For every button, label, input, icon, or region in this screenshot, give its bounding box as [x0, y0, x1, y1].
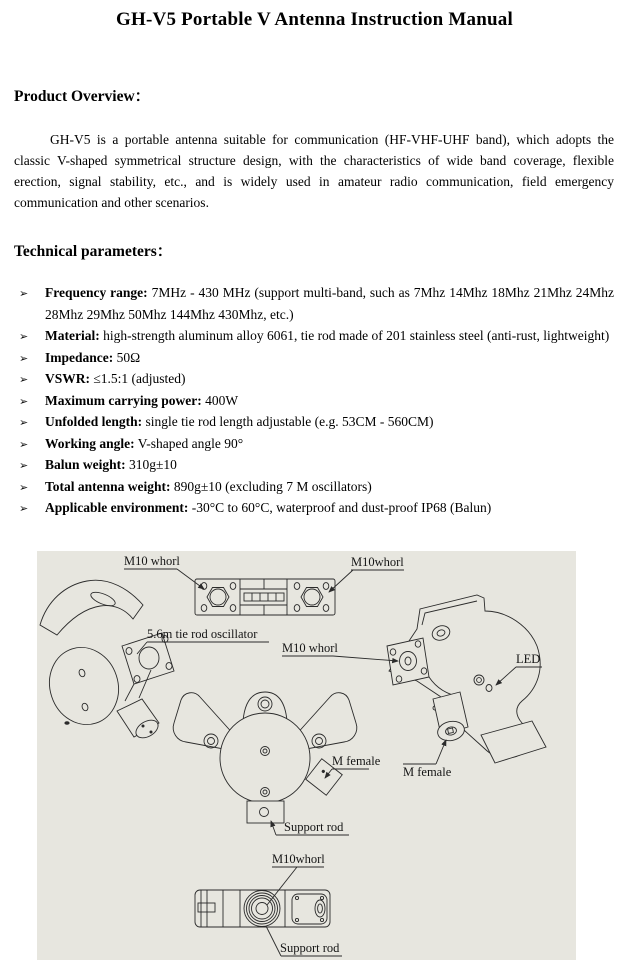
spec-value: -30°C to 60°C, waterproof and dust-proof IP68 (Balun) [191, 500, 492, 515]
antenna-technical-drawing [37, 551, 576, 960]
section-heading-product-overview: Product Overview： [14, 88, 151, 105]
label-m10-whorl-top-right: M10whorl [351, 555, 404, 569]
spec-value: 400W [205, 392, 239, 408]
antenna-diagram-panel [37, 551, 576, 960]
spec-label: Working angle: [45, 435, 135, 451]
arrow-bullet-icon: ➢ [19, 351, 29, 365]
spec-value: ≤1.5:1 (adjusted) [93, 371, 186, 386]
spec-value: 890g±10 (excluding 7 M oscillators) [173, 478, 372, 494]
arrow-bullet-icon: ➢ [19, 416, 29, 429]
spec-item-environment [14, 497, 614, 519]
label-tie-rod-oscillator: 5.6m tie rod oscillator [147, 627, 258, 641]
arrow-bullet-icon: ➢ [19, 287, 29, 300]
label-support-rod-center: Support rod [284, 820, 344, 834]
spec-item-working-angle [14, 433, 614, 455]
spec-item-impedance [14, 347, 614, 369]
label-m10-whorl-mid: M10 whorl [282, 641, 338, 655]
spec-value: 7MHz - 430 MHz (support multi-band, such as 7Mhz 14Mhz 18Mhz 21Mhz 24Mhz 28Mhz 29Mhz 50Mhz 144Mhz 430Mhz, etc.) [45, 285, 615, 322]
arrow-bullet-icon: ➢ [19, 373, 29, 386]
spec-list [14, 282, 614, 519]
product-overview-paragraph: GH-V5 is a portable antenna suitable for communication (HF-VHF-UHF band), which adopts the classic V-shaped symmetrical structure design, with the characteristics of wide band coverage, flexible erection, signal stability, etc., and is widely used in amateur radio communication, field emergency communication and other scenarios. [14, 132, 614, 210]
spec-label: Maximum carrying power: [45, 392, 202, 408]
label-led: LED [516, 652, 541, 666]
spec-item-balun-weight [14, 454, 614, 476]
spec-label: Material: [45, 328, 100, 343]
page-title: GH-V5 Portable V Antenna Instruction Manual [116, 9, 513, 30]
spec-value: high-strength aluminum alloy 6061, tie rod made of 201 stainless steel (anti-rust, lightweight) [103, 328, 610, 343]
document-body [0, 84, 629, 519]
spec-item-frequency-range [14, 282, 614, 325]
spec-label: Applicable environment: [45, 500, 189, 515]
spec-item-max-power [14, 390, 614, 412]
spec-value: single tie rod length adjustable (e.g. 53CM - 560CM) [145, 414, 434, 429]
spec-item-unfolded-length [14, 411, 614, 433]
section-heading-technical-parameters: Technical parameters： [14, 243, 173, 260]
spec-label: Unfolded length: [45, 414, 143, 429]
arrow-bullet-icon: ➢ [19, 459, 29, 472]
spec-label: VSWR: [45, 371, 91, 386]
arrow-bullet-icon: ➢ [19, 480, 29, 494]
spec-label: Total antenna weight: [45, 478, 171, 494]
spec-label: Balun weight: [45, 457, 126, 472]
arrow-bullet-icon: ➢ [19, 330, 29, 343]
arrow-bullet-icon: ➢ [19, 437, 29, 451]
label-m-female-right: M female [403, 765, 452, 779]
arrow-bullet-icon: ➢ [19, 502, 29, 515]
spec-item-vswr [14, 368, 614, 390]
spec-label: Frequency range: [45, 285, 148, 300]
label-m10-whorl-bottom: M10whorl [272, 852, 325, 866]
label-support-rod-bottom: Support rod [280, 941, 340, 955]
spec-value: V-shaped angle 90° [137, 435, 244, 451]
label-m10-whorl-top-left: M10 whorl [124, 554, 180, 568]
label-m-female-center: M female [332, 754, 381, 768]
spec-item-total-weight [14, 476, 614, 498]
spec-label: Impedance: [45, 349, 114, 365]
spec-item-material [14, 325, 614, 347]
arrow-bullet-icon: ➢ [19, 394, 29, 408]
spec-value: 310g±10 [129, 457, 177, 472]
spec-value: 50Ω [116, 349, 141, 365]
